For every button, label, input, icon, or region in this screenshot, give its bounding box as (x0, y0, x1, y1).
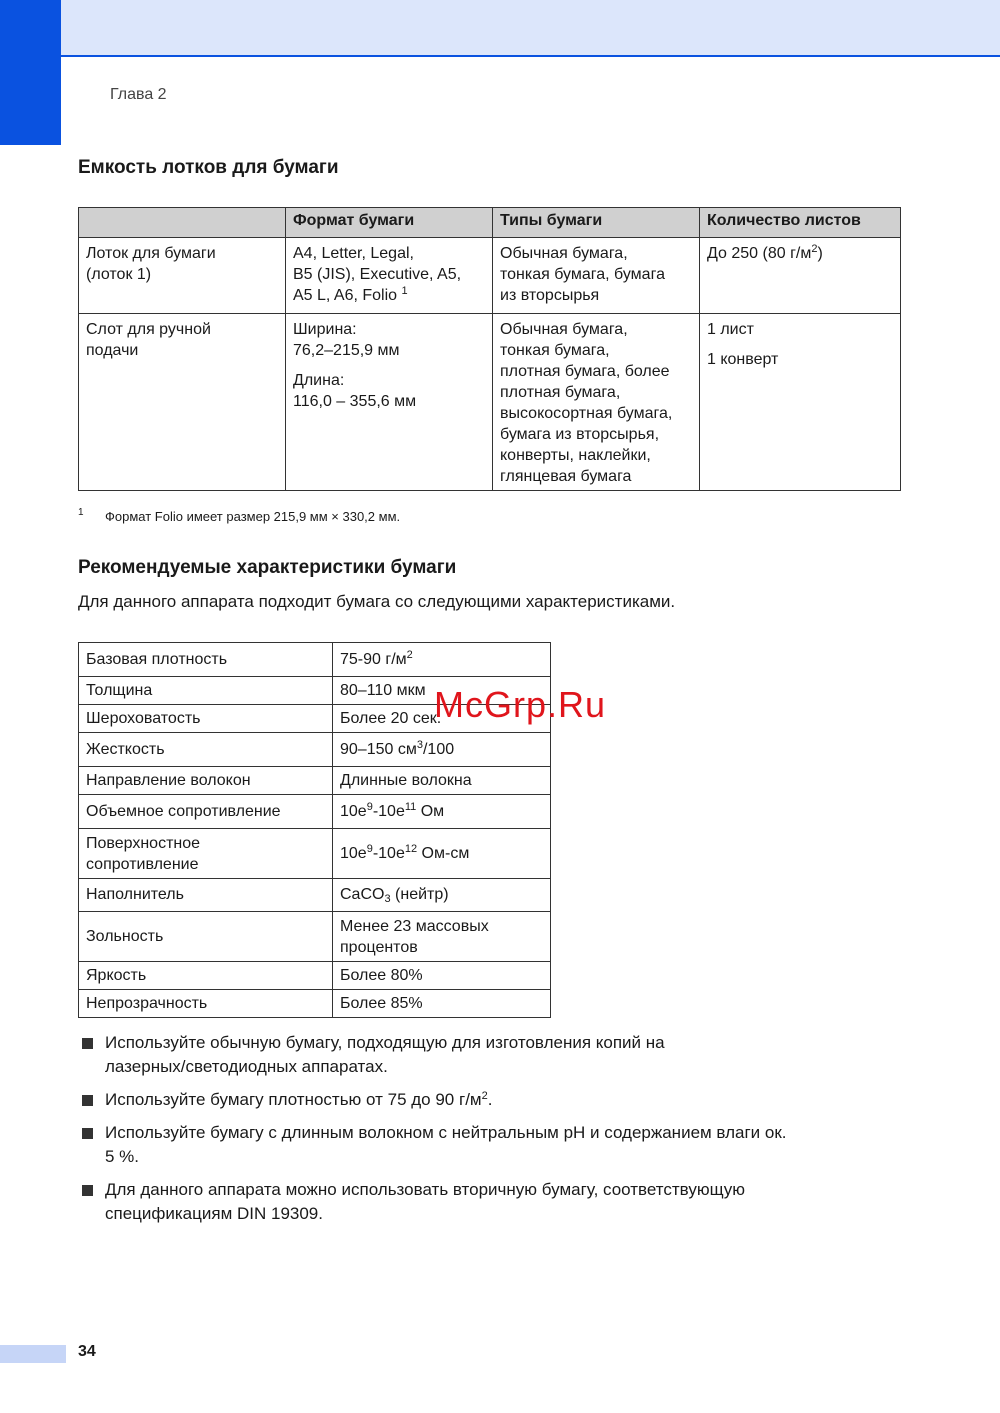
slot-format-cell (286, 314, 493, 491)
spec-unit: Ом-см (417, 844, 470, 862)
spec-value-end: /100 (422, 740, 455, 758)
spec-label: Яркость (79, 962, 333, 990)
spec-value: 80–110 мкм (333, 677, 551, 705)
list-item-line: спецификациям DIN 19309. (105, 1204, 323, 1223)
slot-name-line: Слот для ручной (86, 321, 211, 338)
spec-value: Длинные волокна (333, 767, 551, 795)
spec-label: Непрозрачность (79, 990, 333, 1018)
table-row (79, 912, 551, 962)
spec-value-text: CaCO (340, 886, 385, 903)
header-band (0, 0, 1000, 56)
square-bullet-icon (82, 1038, 93, 1049)
table-row (79, 767, 551, 795)
table-row (79, 314, 901, 491)
quantity-sup: 2 (811, 243, 818, 255)
spec-value-line: Менее 23 массовых (340, 917, 489, 935)
spec-value (333, 733, 551, 767)
tray-name-cell (79, 238, 286, 314)
spec-value-line: процентов (340, 938, 418, 956)
table-row (79, 879, 551, 912)
table-row (79, 733, 551, 767)
spec-base: -10e (372, 844, 405, 862)
spec-value (333, 643, 551, 677)
spec-sup: 12 (404, 842, 418, 855)
spec-label: Наполнитель (79, 879, 333, 912)
spec-label: Базовая плотность (79, 643, 333, 677)
square-bullet-icon (82, 1185, 93, 1196)
spec-label-line: сопротивление (86, 855, 199, 873)
footnote-ref: 1 (401, 285, 408, 297)
types-line: тонкая бумага, бумага (500, 266, 665, 283)
types-line: тонкая бумага, (500, 342, 610, 359)
square-bullet-icon (82, 1095, 93, 1106)
quantity-line: 1 конверт (707, 351, 779, 368)
list-item-line: Используйте обычную бумагу, подходящую для изготовления копий на (105, 1033, 665, 1052)
tray-format-cell (286, 238, 493, 314)
spec-label: Объемное сопротивление (79, 795, 333, 829)
types-line: бумага из вторсырья, (500, 426, 660, 443)
spec-sup: 2 (406, 648, 413, 661)
format-line-text: A5 L, A6, Folio (293, 287, 398, 304)
watermark: McGrp.Ru (434, 684, 607, 725)
slot-name-line: подачи (86, 342, 139, 359)
spec-value-text: 75-90 г/м (340, 650, 407, 668)
types-line: плотная бумага, более (500, 363, 670, 380)
spec-label: Толщина (79, 677, 333, 705)
header-cell-quantity: Количество листов (700, 208, 901, 238)
types-line: Обычная бумага, (500, 321, 628, 338)
spec-value (333, 879, 551, 912)
spec-sup: 3 (416, 738, 423, 751)
chapter-tab (0, 0, 61, 145)
table-row (79, 990, 551, 1018)
spec-value: Более 20 сек. (333, 705, 551, 733)
length-value: 116,0 – 355,6 мм (293, 393, 417, 410)
header-rule (60, 55, 1000, 57)
format-line: A4, Letter, Legal, (293, 245, 414, 262)
header-cell-empty (79, 208, 286, 238)
table-header-row (79, 208, 901, 238)
spec-value (333, 912, 551, 962)
spec-sup: 9 (366, 800, 373, 813)
spec-value-text: 90–150 см (340, 740, 417, 758)
slot-types-cell (493, 314, 700, 491)
footnote-text: Формат Folio имеет размер 215,9 мм × 330,2 мм. (105, 509, 401, 524)
length-label: Длина: (293, 372, 345, 389)
width-value: 76,2–215,9 мм (293, 342, 400, 359)
types-line: плотная бумага, (500, 384, 621, 401)
list-item-line: лазерных/светодиодных аппаратах. (105, 1057, 388, 1076)
spec-label-line: Поверхностное (86, 834, 201, 852)
footnote-number: 1 (78, 507, 84, 518)
format-line (293, 285, 485, 306)
header-cell-format: Формат бумаги (286, 208, 493, 238)
spec-base: 10e (340, 802, 367, 820)
format-line: B5 (JIS), Executive, A5, (293, 266, 462, 283)
list-item-end: . (487, 1090, 493, 1109)
table-row (79, 795, 551, 829)
width-label: Ширина: (293, 321, 357, 338)
list-item-line: 5 %. (105, 1147, 140, 1166)
spec-value: Более 80% (333, 962, 551, 990)
intro-paragraph: Для данного аппарата подходит бумага со следующими характеристиками. (78, 592, 676, 611)
list-item (82, 1088, 912, 1112)
quantity-end: ) (817, 245, 823, 262)
quantity-text: До 250 (80 г/м (707, 245, 812, 262)
quantity-line: 1 лист (707, 321, 754, 338)
spec-label: Жесткость (79, 733, 333, 767)
spec-base: -10e (372, 802, 405, 820)
spec-sup: 11 (404, 800, 417, 813)
spec-value (333, 795, 551, 829)
table-row (79, 829, 551, 879)
types-line: глянцевая бумага (500, 468, 632, 485)
list-item (82, 1178, 912, 1226)
spec-value: Более 85% (333, 990, 551, 1018)
list-item-sup: 2 (481, 1090, 488, 1102)
header-cell-types: Типы бумаги (493, 208, 700, 238)
tray-types-cell (493, 238, 700, 314)
spec-value (333, 829, 551, 879)
square-bullet-icon (82, 1128, 93, 1139)
spec-sup: 9 (366, 842, 373, 855)
spec-label: Зольность (79, 912, 333, 962)
spec-base: 10e (340, 844, 367, 862)
types-line: высокосортная бумага, (500, 405, 673, 422)
list-item-line: Используйте бумагу с длинным волокном с нейтральным pH и содержанием влаги ок. (105, 1123, 787, 1142)
table-row (79, 238, 901, 314)
spec-label (79, 829, 333, 879)
slot-quantity-cell (700, 314, 901, 491)
slot-name-cell (79, 314, 286, 491)
section-title-capacity: Емкость лотков для бумаги (78, 157, 339, 178)
page-number: 34 (78, 1343, 96, 1360)
types-line: из вторсырья (500, 287, 600, 304)
list-item-text: Используйте бумагу плотностью от 75 до 90 г/м (105, 1090, 482, 1109)
table-row (79, 962, 551, 990)
tray-capacity-table (78, 207, 901, 491)
types-line: Обычная бумага, (500, 245, 628, 262)
tray-quantity-cell (700, 238, 901, 314)
types-line: конверты, наклейки, (500, 447, 651, 464)
list-item (82, 1121, 912, 1169)
list-item-line: Для данного аппарата можно использовать вторичную бумагу, соответствующую (105, 1180, 745, 1199)
chapter-label: Глава 2 (110, 86, 167, 103)
recommendation-list (82, 1031, 912, 1235)
spec-unit: Ом (416, 802, 445, 820)
spec-label: Направление волокон (79, 767, 333, 795)
spec-value-end: (нейтр) (390, 886, 449, 903)
page-number-band (0, 1345, 66, 1363)
tray-name-line: Лоток для бумаги (86, 245, 216, 262)
section-title-recommended: Рекомендуемые характеристики бумаги (78, 557, 457, 578)
list-item (82, 1031, 912, 1079)
tray-name-line: (лоток 1) (86, 266, 152, 283)
spec-sub: 3 (384, 893, 391, 905)
table-row (79, 643, 551, 677)
list-item-line (105, 1088, 912, 1112)
spec-label: Шероховатость (79, 705, 333, 733)
